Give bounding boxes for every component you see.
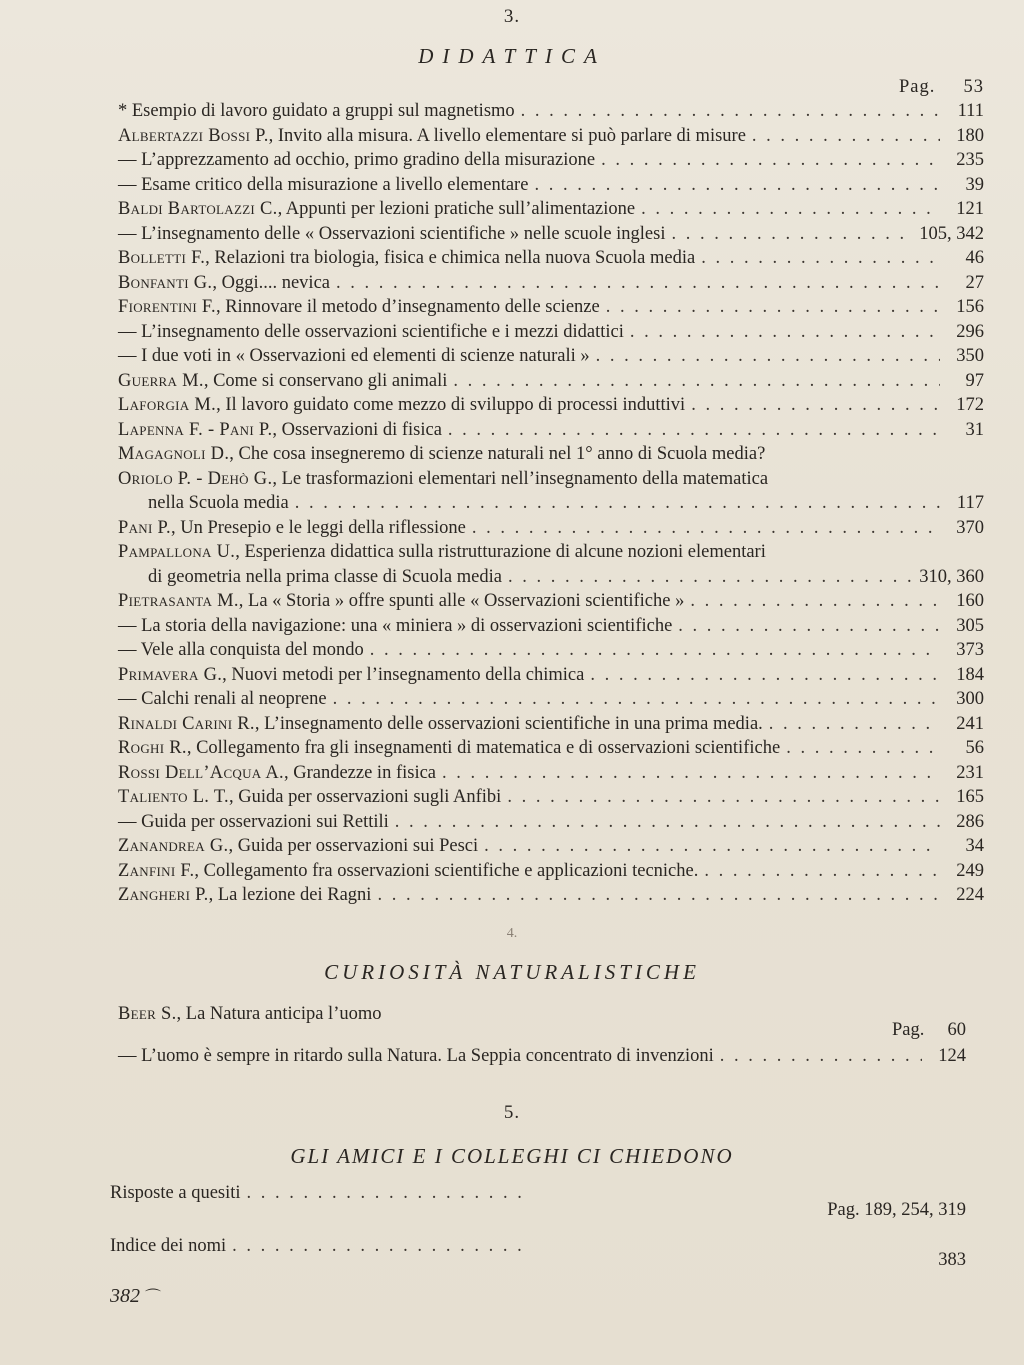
index-entry xyxy=(118,516,984,540)
entry-author: Pani P. xyxy=(118,517,171,538)
leader-dots xyxy=(714,1044,922,1068)
section-number-didattica: 3. xyxy=(503,6,521,27)
leader-dots xyxy=(695,246,940,270)
entry-title: di geometria nella prima classe di Scuola media xyxy=(148,566,502,587)
leader-dots xyxy=(763,712,940,736)
entry-page: 305 xyxy=(956,615,984,636)
index-entry xyxy=(110,1234,524,1258)
entry-page: 124 xyxy=(938,1046,966,1066)
entry-title: , Un Presepio e le leggi della riflessione xyxy=(170,517,466,538)
index-entry xyxy=(118,712,984,736)
entry-page: 296 xyxy=(956,321,984,342)
footer-page-number: 382 ⌒ xyxy=(110,1285,162,1307)
entry-page: 165 xyxy=(956,787,984,807)
entry-author: Taliento L. T. xyxy=(118,787,229,807)
entry-page: 156 xyxy=(956,297,984,317)
entry-author: Beer S. xyxy=(118,1004,177,1024)
leader-dots xyxy=(684,589,940,613)
entry-author: Primavera G. xyxy=(118,664,223,685)
entry-page: 184 xyxy=(956,664,984,685)
entry-page xyxy=(892,1020,966,1041)
leader-dots xyxy=(478,834,940,858)
leader-dots xyxy=(466,516,940,540)
leader-dots xyxy=(635,197,940,221)
leader-dots xyxy=(226,1234,524,1258)
leader-dots xyxy=(600,295,940,319)
entry-page: 231 xyxy=(956,762,984,783)
leader-dots xyxy=(624,320,940,344)
index-entry xyxy=(118,320,984,344)
entry-page: 350 xyxy=(956,346,984,366)
index-entry xyxy=(118,883,984,907)
index-entry xyxy=(118,540,984,564)
entry-title: — La storia della navigazione: una « miniera » di osservazioni scientifiche xyxy=(118,615,673,636)
entry-title: , La Natura anticipa l’uomo xyxy=(176,1004,382,1024)
entry-author: Zanfini F. xyxy=(118,860,195,881)
leader-dots xyxy=(584,663,940,687)
leader-dots xyxy=(590,344,940,368)
section-number-curiosita: 4. xyxy=(506,926,518,941)
leader-dots xyxy=(665,222,911,246)
index-entry xyxy=(118,442,984,466)
section-title-didattica: DIDATTICA xyxy=(418,44,606,68)
leader-dots xyxy=(501,785,940,809)
entry-title: , Relazioni tra biologia, fisica e chimica nella nuova Scuola media xyxy=(205,248,696,268)
entry-title: , L’insegnamento delle osservazioni scientifiche in una prima media. xyxy=(254,713,763,734)
index-entry xyxy=(118,124,984,148)
index-entry xyxy=(118,810,984,834)
entry-page: 286 xyxy=(956,811,984,832)
leader-dots xyxy=(746,124,940,148)
entry-page: 235 xyxy=(956,150,984,170)
entry-page: 160 xyxy=(956,591,984,611)
entry-title: , Collegamento fra gli insegnamenti di matematica e di osservazioni scientifiche xyxy=(186,738,781,758)
entry-author: Laforgia M. xyxy=(118,395,217,415)
index-entry xyxy=(118,393,984,417)
index-entry xyxy=(118,565,984,589)
pag-label: Pag. xyxy=(892,1020,925,1040)
entry-title: — Vele alla conquista del mondo xyxy=(118,640,364,660)
entry-page: 121 xyxy=(956,199,984,219)
entry-title: — L’apprezzamento ad occhio, primo gradino della misurazione xyxy=(118,150,596,170)
entry-author: Oriolo P. - Dehò G. xyxy=(118,468,273,489)
entry-page: 373 xyxy=(956,640,984,660)
leader-dots xyxy=(364,638,940,662)
entry-title: — L’insegnamento delle « Osservazioni scientifiche » nelle scuole inglesi xyxy=(118,223,666,244)
index-entry xyxy=(118,418,984,442)
entry-title: , Che cosa insegneremo di scienze naturali nel 1° anno di Scuola media? xyxy=(229,444,766,464)
entry-title: nella Scuola media xyxy=(148,493,289,513)
flourish-icon: ⌒ xyxy=(145,1289,162,1306)
index-entry xyxy=(118,369,984,393)
entry-page: 249 xyxy=(956,860,984,881)
leader-dots xyxy=(330,271,940,295)
entry-page: 300 xyxy=(956,689,984,709)
index-entry xyxy=(110,1181,524,1205)
entry-title: — L’uomo è sempre in ritardo sulla Natura. La Seppia concentrato di invenzioni xyxy=(118,1046,714,1066)
entry-title: , Guida per osservazioni sui Pesci xyxy=(228,836,479,856)
leader-dots xyxy=(327,687,940,711)
leader-dots xyxy=(371,883,940,907)
entry-title: , Oggi.... nevica xyxy=(212,272,330,293)
entry-author: Rinaldi Carini R. xyxy=(118,713,255,734)
leader-dots xyxy=(442,418,940,442)
leader-dots xyxy=(289,491,940,515)
entry-page: 97 xyxy=(965,370,984,391)
entry-author: Lapenna F. - Pani P. xyxy=(118,419,273,440)
entry-title: , Nuovi metodi per l’insegnamento della chimica xyxy=(222,664,585,685)
index-entry xyxy=(118,173,984,197)
entry-author: Rossi Dell’Acqua A. xyxy=(118,762,284,783)
entry-author: Pietrasanta M. xyxy=(118,591,239,611)
entry-author: Albertazzi Bossi P. xyxy=(118,125,269,146)
entry-title: , Il lavoro guidato come mezzo di sviluppo di processi induttivi xyxy=(216,395,686,415)
entry-author: Baldi Bartolazzi C. xyxy=(118,199,278,219)
entry-title: Indice dei nomi xyxy=(110,1236,227,1256)
section-title-curiosita: CURIOSITÀ NATURALISTICHE xyxy=(324,960,700,984)
entry-page: 370 xyxy=(956,517,984,538)
index-entry xyxy=(118,1002,984,1026)
index-entry xyxy=(118,736,984,760)
entry-page: 383 xyxy=(938,1250,966,1270)
entry-page: Pag. 189, 254, 319 xyxy=(827,1200,966,1220)
entry-page: 105, 342 xyxy=(919,223,984,244)
index-entry xyxy=(118,99,984,123)
entry-title: — L’insegnamento delle osservazioni scientifiche e i mezzi didattici xyxy=(118,321,624,342)
entry-author: Zangheri P. xyxy=(118,885,209,905)
entry-title: * Esempio di lavoro guidato a gruppi sul magnetismo xyxy=(118,101,515,121)
index-entry xyxy=(118,1044,966,1068)
index-entry xyxy=(118,638,984,662)
index-entry xyxy=(118,271,984,295)
leader-dots xyxy=(528,173,940,197)
entry-author: Roghi R. xyxy=(118,738,187,758)
entry-title: — Calchi renali al neoprene xyxy=(118,689,327,709)
leader-dots xyxy=(698,859,940,883)
leader-dots xyxy=(515,99,940,123)
entry-author: Magagnoli D. xyxy=(118,444,230,464)
index-entry xyxy=(118,834,984,858)
entry-author: Bonfanti G. xyxy=(118,272,213,293)
leader-dots xyxy=(436,761,940,785)
leader-dots xyxy=(389,810,940,834)
entry-page: 56 xyxy=(965,738,984,758)
entry-page: 31 xyxy=(965,419,984,440)
index-entry xyxy=(118,344,984,368)
leader-dots xyxy=(447,369,940,393)
entry-title: , Collegamento fra osservazioni scientifiche e applicazioni tecniche. xyxy=(194,860,699,881)
index-entry xyxy=(118,197,984,221)
entry-page: 111 xyxy=(957,101,984,121)
entry-title: , Grandezze in fisica xyxy=(283,762,437,783)
index-entry xyxy=(118,761,984,785)
index-entry xyxy=(118,246,984,270)
entry-title: , La lezione dei Ragni xyxy=(208,885,372,905)
leader-dots xyxy=(685,393,940,417)
entry-page: 39 xyxy=(965,174,984,195)
leader-dots xyxy=(241,1181,524,1205)
pag-label: Pag. xyxy=(899,77,936,97)
didattica-pag-header xyxy=(899,77,984,98)
leader-dots xyxy=(595,148,940,172)
entry-page: 172 xyxy=(956,395,984,415)
index-entry xyxy=(118,222,984,246)
leader-dots xyxy=(780,736,940,760)
entry-title: , Osservazioni di fisica xyxy=(272,419,442,440)
entry-author: Bolletti F. xyxy=(118,248,206,268)
index-entry xyxy=(118,614,984,638)
index-entry xyxy=(118,148,984,172)
entry-title: — I due voti in « Osservazioni ed elementi di scienze naturali » xyxy=(118,346,590,366)
section-title-amici: GLI AMICI E I COLLEGHI CI CHIEDONO xyxy=(290,1144,734,1168)
entry-title: , Guida per osservazioni sugli Anfibi xyxy=(228,787,502,807)
entry-page: 180 xyxy=(956,125,984,146)
entry-title: , Appunti per lezioni pratiche sull’alimentazione xyxy=(277,199,636,219)
entry-author: Pampallona U. xyxy=(118,542,236,562)
index-entry xyxy=(118,785,984,809)
entry-title: , La « Storia » offre spunti alle « Osservazioni scientifiche » xyxy=(238,591,685,611)
entry-page: 117 xyxy=(956,493,984,513)
entry-title: , Le trasformazioni elementari nell’insegnamento della matematica xyxy=(272,468,769,489)
index-entry xyxy=(118,589,984,613)
entry-title: Risposte a quesiti xyxy=(110,1183,241,1203)
entry-title: , Invito alla misura. A livello elementare si può parlare di misure xyxy=(268,125,746,146)
entry-title: , Esperienza didattica sulla ristrutturazione di alcune nozioni elementari xyxy=(235,542,766,562)
entry-author: Zanandrea G. xyxy=(118,836,229,856)
index-entry xyxy=(118,687,984,711)
index-entry xyxy=(118,663,984,687)
first-page-number: 53 xyxy=(963,77,984,97)
entry-page: 224 xyxy=(956,885,984,905)
index-entry xyxy=(118,295,984,319)
index-entry xyxy=(118,491,984,515)
entry-title: , Rinnovare il metodo d’insegnamento delle scienze xyxy=(215,297,600,317)
section-number-amici: 5. xyxy=(503,1102,521,1123)
entry-author: Fiorentini F. xyxy=(118,297,216,317)
leader-dots xyxy=(672,614,940,638)
entry-page: 46 xyxy=(965,248,984,268)
index-entry xyxy=(118,467,984,491)
index-entry xyxy=(118,859,984,883)
entry-title: — Esame critico della misurazione a livello elementare xyxy=(118,174,529,195)
entry-page: 34 xyxy=(965,836,984,856)
entry-title: , Come si conservano gli animali xyxy=(203,370,448,391)
page-number: 60 xyxy=(947,1020,966,1040)
entry-page: 27 xyxy=(965,272,984,293)
entry-page: 241 xyxy=(956,713,984,734)
entry-title: — Guida per osservazioni sui Rettili xyxy=(118,811,389,832)
entry-page: 310, 360 xyxy=(919,566,984,587)
entry-author: Guerra M. xyxy=(118,370,204,391)
leader-dots xyxy=(502,565,911,589)
